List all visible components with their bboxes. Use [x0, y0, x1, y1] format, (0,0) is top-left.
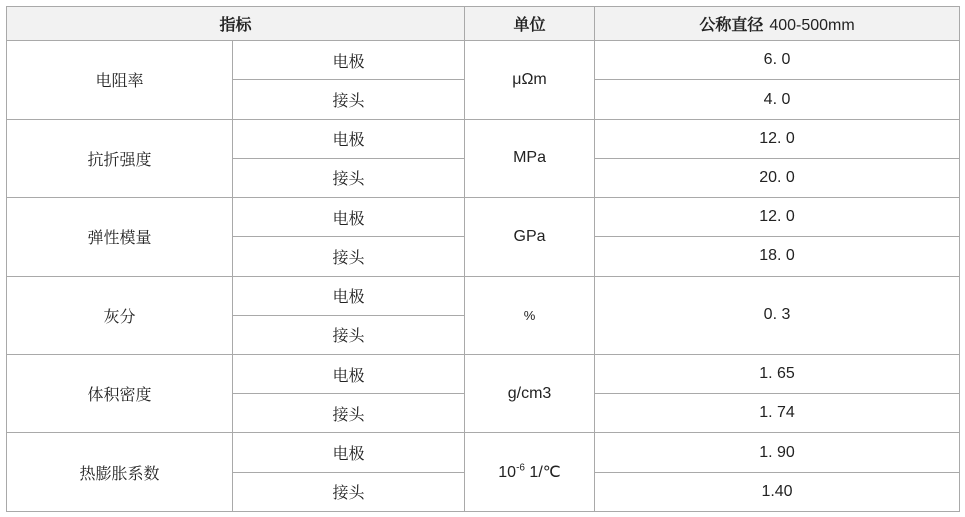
value-cell: 12. 0 — [595, 119, 960, 158]
header-unit: 单位 — [465, 7, 595, 41]
unit-suffix: 1/℃ — [524, 464, 561, 482]
sub-label: 电极 — [233, 119, 465, 158]
table-row — [7, 354, 960, 393]
value-cell: 18. 0 — [595, 237, 960, 276]
table-row — [7, 276, 960, 315]
header-nominal-diameter — [595, 7, 960, 41]
sub-label: 接头 — [233, 80, 465, 119]
sub-label: 电极 — [233, 276, 465, 315]
unit-base: 10 — [498, 464, 517, 482]
property-name: 体积密度 — [7, 354, 233, 432]
sub-label: 电极 — [233, 433, 465, 472]
property-name: 电阻率 — [7, 41, 233, 119]
value-cell: 1. 90 — [595, 433, 960, 472]
nominal-range: 400-500mm — [769, 17, 855, 35]
sub-label: 接头 — [233, 394, 465, 433]
property-name: 抗折强度 — [7, 119, 233, 197]
sub-label: 电极 — [233, 41, 465, 80]
table-row — [7, 198, 960, 237]
value-cell: 1. 65 — [595, 354, 960, 393]
sub-label: 接头 — [233, 237, 465, 276]
unit-cell — [465, 433, 595, 512]
property-name: 弹性模量 — [7, 198, 233, 276]
value-cell: 20. 0 — [595, 158, 960, 197]
unit-cell: g/cm3 — [465, 354, 595, 432]
header-indicator: 指标 — [7, 7, 465, 41]
sub-label: 接头 — [233, 472, 465, 511]
property-name: 灰分 — [7, 276, 233, 354]
spec-table — [6, 6, 960, 512]
sub-label: 电极 — [233, 354, 465, 393]
unit-cell: % — [465, 276, 595, 354]
sub-label: 电极 — [233, 198, 465, 237]
value-cell: 0. 3 — [595, 276, 960, 354]
header-row — [7, 7, 960, 41]
table-row — [7, 433, 960, 472]
table-row — [7, 119, 960, 158]
unit-exponent: -6 — [516, 462, 525, 474]
property-name: 热膨胀系数 — [7, 433, 233, 512]
unit-cell: μΩm — [465, 41, 595, 119]
value-cell: 1. 74 — [595, 394, 960, 433]
nominal-label: 公称直径 — [699, 15, 764, 35]
unit-cell: GPa — [465, 198, 595, 276]
sub-label: 接头 — [233, 315, 465, 354]
value-cell: 4. 0 — [595, 80, 960, 119]
table-row — [7, 41, 960, 80]
sub-label: 接头 — [233, 158, 465, 197]
value-cell: 12. 0 — [595, 198, 960, 237]
value-cell: 6. 0 — [595, 41, 960, 80]
unit-cell: MPa — [465, 119, 595, 197]
value-cell: 1.40 — [595, 472, 960, 511]
